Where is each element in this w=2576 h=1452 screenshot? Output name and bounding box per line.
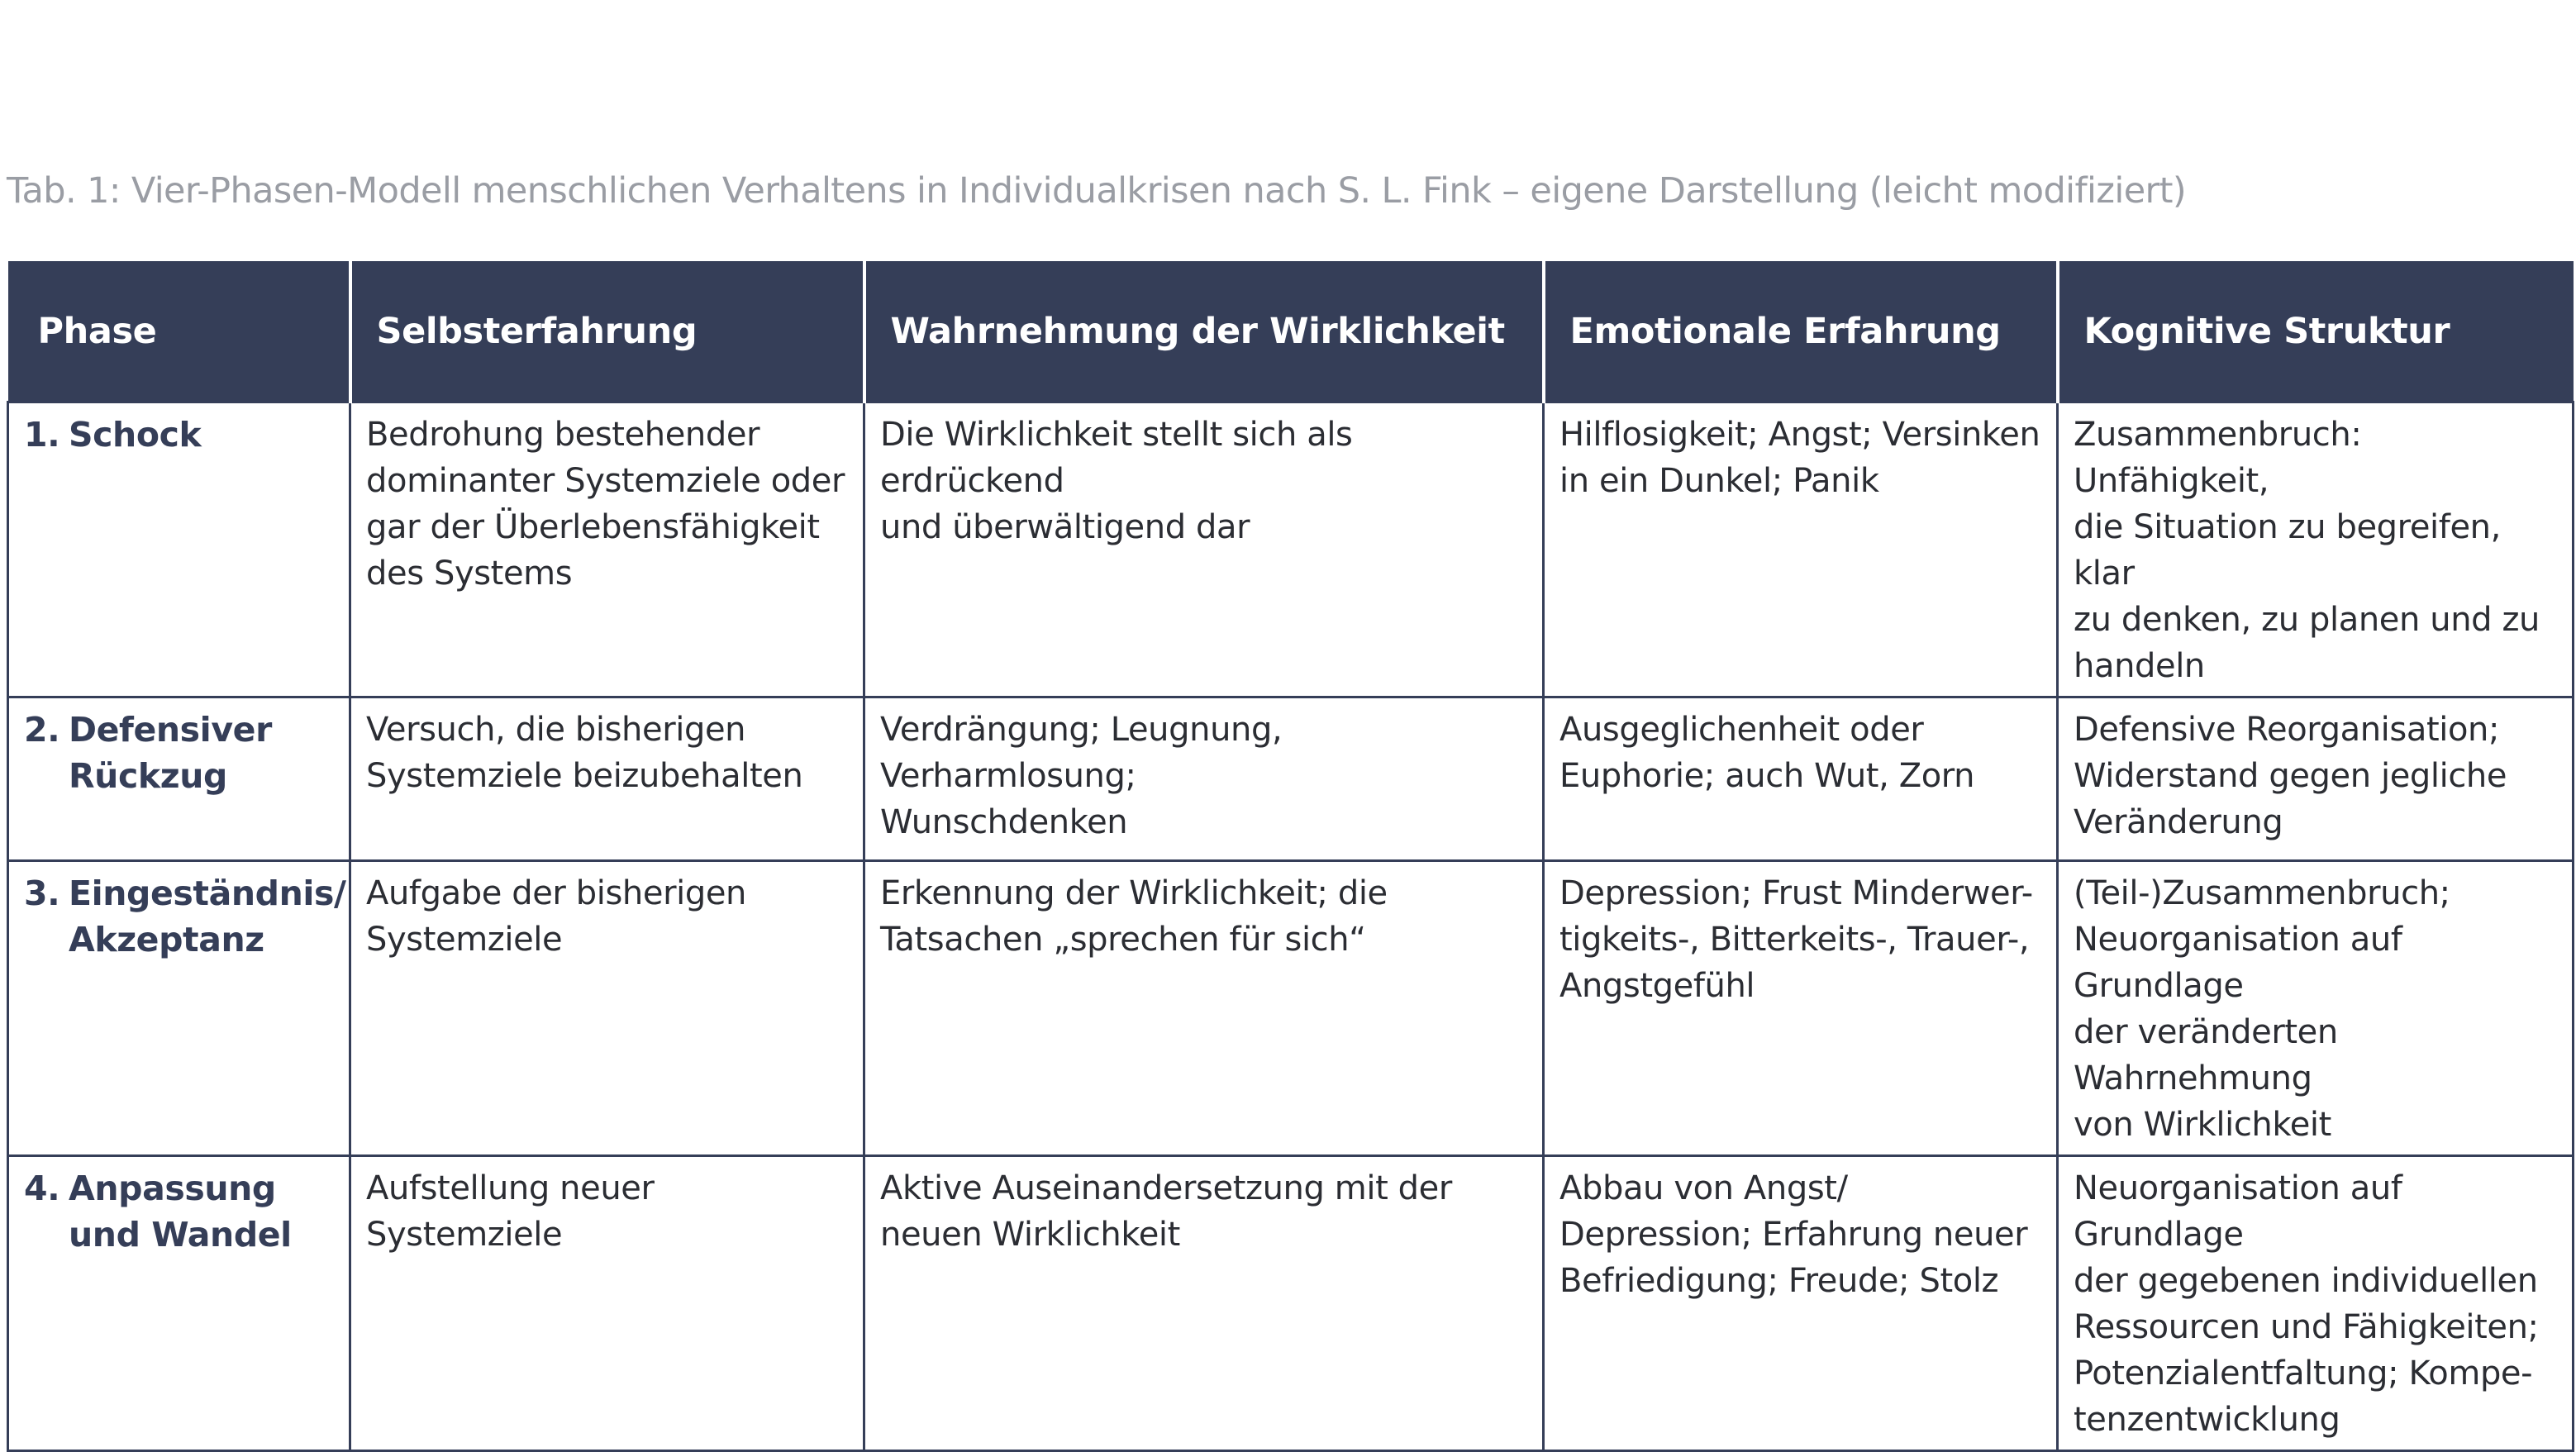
phase-cell bbox=[8, 697, 350, 861]
emotionale-erfahrung-text: Abbau von Angst/ Depression; Erfahrung neuer Befriedigung; Freude; Stolz bbox=[1559, 1169, 2028, 1300]
wahrnehmung-text: Verdrängung; Leugnung, Verharmlosung; Wunschdenken bbox=[880, 711, 1283, 841]
emotionale-erfahrung-text: Ausgeglichenheit oder Euphorie; auch Wut, Zorn bbox=[1559, 711, 1975, 795]
emotionale-erfahrung-cell bbox=[1544, 697, 2058, 861]
phase-number: 3. bbox=[24, 874, 60, 913]
selbsterfahrung-cell bbox=[350, 697, 864, 861]
selbsterfahrung-text: Bedrohung bestehender dominanter Systemziele oder gar der Überlebensfähigkeit des Systems bbox=[366, 416, 845, 593]
phase-model-table bbox=[7, 261, 2574, 1452]
wahrnehmung-cell bbox=[864, 697, 1544, 861]
kognitive-struktur-text: (Teil-)Zusammenbruch; Neuorganisation auf Grundlage der veränderten Wahrnehmung von Wirklichkeit bbox=[2074, 874, 2450, 1144]
phase-name: Eingeständnis/ Akzeptanz bbox=[69, 874, 346, 959]
phase-name: Schock bbox=[69, 415, 202, 455]
selbsterfahrung-text: Aufstellung neuer Systemziele bbox=[366, 1169, 655, 1254]
table-caption: Tab. 1: Vier-Phasen-Modell menschlichen Verhaltens in Individualkrisen nach S. L. Fink – eigene Darstellung (leicht modifiziert) bbox=[7, 170, 2187, 212]
wahrnehmung-cell bbox=[864, 402, 1544, 697]
emotionale-erfahrung-cell bbox=[1544, 1156, 2058, 1451]
header-wahrnehmung: Wahrnehmung der Wirklichkeit bbox=[864, 261, 1544, 402]
header-kognitive-struktur: Kognitive Struktur bbox=[2058, 261, 2574, 402]
phase-number: 2. bbox=[24, 710, 60, 750]
selbsterfahrung-cell bbox=[350, 1156, 864, 1451]
emotionale-erfahrung-text: Hilflosigkeit; Angst; Versinken in ein Dunkel; Panik bbox=[1559, 416, 2040, 500]
kognitive-struktur-cell bbox=[2058, 861, 2574, 1156]
selbsterfahrung-text: Aufgabe der bisherigen Systemziele bbox=[366, 874, 746, 959]
emotionale-erfahrung-cell bbox=[1544, 861, 2058, 1156]
phase-cell bbox=[8, 861, 350, 1156]
selbsterfahrung-cell bbox=[350, 402, 864, 697]
wahrnehmung-text: Aktive Auseinandersetzung mit der neuen Wirklichkeit bbox=[880, 1169, 1452, 1254]
header-selbsterfahrung: Selbsterfahrung bbox=[350, 261, 864, 402]
emotionale-erfahrung-text: Depression; Frust Minderwer- tigkeits-, Bitterkeits-, Trauer-, Angstgefühl bbox=[1559, 874, 2033, 1005]
kognitive-struktur-cell bbox=[2058, 697, 2574, 861]
phase-number: 1. bbox=[24, 415, 60, 455]
kognitive-struktur-text: Zusammenbruch: Unfähigkeit, die Situation zu begreifen, klar zu denken, zu planen und zu handeln bbox=[2074, 416, 2540, 685]
phase-cell bbox=[8, 402, 350, 697]
header-emotionale-erfahrung: Emotionale Erfahrung bbox=[1544, 261, 2058, 402]
header-phase: Phase bbox=[8, 261, 350, 402]
wahrnehmung-text: Erkennung der Wirklichkeit; die Tatsachen „sprechen für sich“ bbox=[880, 874, 1388, 959]
phase-cell bbox=[8, 1156, 350, 1451]
table-row bbox=[8, 1156, 2574, 1451]
table-row bbox=[8, 861, 2574, 1156]
kognitive-struktur-cell bbox=[2058, 402, 2574, 697]
selbsterfahrung-text: Versuch, die bisherigen Systemziele beizubehalten bbox=[366, 711, 803, 795]
kognitive-struktur-cell bbox=[2058, 1156, 2574, 1451]
phase-name: Defensiver Rückzug bbox=[69, 710, 272, 796]
table-row bbox=[8, 402, 2574, 697]
kognitive-struktur-text: Defensive Reorganisation; Widerstand gegen jegliche Veränderung bbox=[2074, 711, 2507, 841]
kognitive-struktur-text: Neuorganisation auf Grundlage der gegebenen individuellen Ressourcen und Fähigkeiten; Potenzialentfaltung; Kompe- tenzentwicklung bbox=[2074, 1169, 2539, 1439]
wahrnehmung-text: Die Wirklichkeit stellt sich als erdrückend und überwältigend dar bbox=[880, 416, 1353, 546]
emotionale-erfahrung-cell bbox=[1544, 402, 2058, 697]
table-header-row bbox=[8, 261, 2574, 402]
phase-name: Anpassung und Wandel bbox=[69, 1169, 292, 1254]
wahrnehmung-cell bbox=[864, 1156, 1544, 1451]
phase-number: 4. bbox=[24, 1169, 60, 1208]
table-row bbox=[8, 697, 2574, 861]
wahrnehmung-cell bbox=[864, 861, 1544, 1156]
selbsterfahrung-cell bbox=[350, 861, 864, 1156]
